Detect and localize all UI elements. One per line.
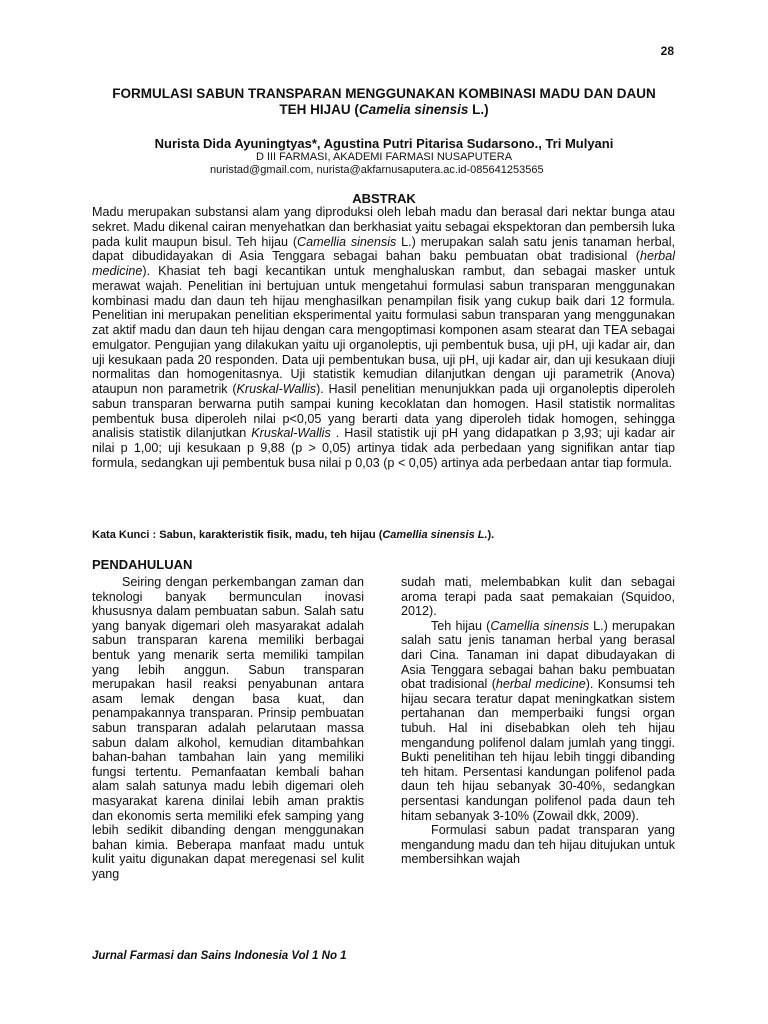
title-line2-suffix: L.) [468, 102, 489, 117]
paragraph-text: Teh hijau ( [431, 618, 491, 633]
body-column-left [92, 575, 364, 881]
page-number: 28 [660, 44, 674, 58]
abstract-text: L.) merupakan salah satu jenis tanaman herbal, dapat dibudidayakan di Asia Tenggara sebagai bahan baku pembuatan obat tradisional ( [92, 234, 675, 264]
journal-footer: Jurnal Farmasi dan Sains Indonesia Vol 1 No 1 [92, 950, 347, 962]
abstract-italic: Kruskal-Wallis [251, 426, 331, 441]
title-species: Camelia sinensis [358, 102, 469, 117]
keywords [92, 529, 675, 542]
keywords-italic: Camellia sinensis L. [382, 529, 488, 541]
paragraph: Seiring dengan perkembangan zaman dan teknologi banyak bermunculan inovasi khususnya dalam pembuatan sabun. Salah satu yang banyak digemari oleh masyarakat adalah sabun transparan karena memiliki berbagai bentuk yang menarik serta memiliki tampilan yang lebih anggun. Sabun transparan merupakan hasil reaksi penyabunan antara asam lemak dengan basa kuat, dan penampakannya transparan. Prinsip pembuatan sabun transparan adalah pelarutaan massa sabun dalam alkohol, kemudian ditambahkan bahan-bahan tambahan lain yang memiliki fungsi tertentu. Pemanfaatan kembali bahan alam salah satunya madu lebih digemari oleh masyarakat karena dinilai lebih aman praktis dan ekonomis serta memiliki efek samping yang lebih sedikit dibanding dengan menggunakan bahan kimia. Beberapa manfaat madu untuk kulit yaitu digunakan dapat meregenasi sel kulit yang [92, 575, 364, 881]
abstract-italic: herbal medicine [92, 249, 675, 278]
paragraph-text: L.) merupakan salah satu jenis tanaman herbal yang berasal dari Cina. Tanaman ini dapat dibudayakan di Asia Tenggara sebagai bahan baku pembuatan obat tradisional ( [401, 618, 676, 692]
body-column-right [401, 575, 675, 867]
title-line2-prefix: TEH HIJAU ( [279, 102, 359, 117]
paragraph-italic: herbal medicine [495, 677, 586, 692]
paragraph: Formulasi sabun padat transparan yang mengandung madu dan teh hijau ditujukan untuk membersihkan wajah [401, 823, 675, 867]
abstract-text: . Hasil statistik uji pH yang didapatkan p 3,93; uji kadar air nilai p 1,00; uji kesukaan p 9,88 (p > 0,05) artinya tidak ada perbedaan yang signifikan antar tiap formula, sedangkan uji pembentuk busa nilai p 0,03 (p < 0,05) artinya ada perbedaan antar tiap formula. [92, 426, 675, 470]
abstract-heading: ABSTRAK [352, 191, 416, 206]
paragraph [401, 619, 675, 823]
paragraph-text: ). Konsumsi teh hijau secara teratur dapat meningkatkan sistem pertahanan dan memperbaiki fungsi organ tubuh. Hal ini disebabkan oleh teh hijau mengandung polifenol dalam jumlah yang tinggi. Bukti penelitihan teh hijau lebih tinggi dibanding teh hitam. Persentasi kandungan polifenol pada daun teh hijau sebanyak 30-40%, sedangkan persentasi kandungan polifenol pada daun teh hitam sebanyak 3-10% (Zowail dkk, 2009). [401, 677, 675, 823]
keywords-suffix: ). [487, 529, 495, 541]
affiliation: D III FARMASI, AKADEMI FARMASI NUSAPUTERA [255, 151, 513, 163]
abstract-text: Madu merupakan substansi alam yang diproduksi oleh lebah madu dan berasal dari nektar bunga atau sekret. Madu dikenal cairan menyehatkan dan berkhasiat yaitu sebagai ekspektoran dan pembersih luka pada kulit maupun bisul. Teh hijau ( [92, 205, 675, 249]
contact-emails: nuristad@gmail.com, nurista@akfarnusaputera.ac.id-085641253565 [210, 164, 544, 176]
keywords-text: Kata Kunci : Sabun, karakteristik fisik, madu, teh hijau ( [92, 529, 383, 541]
abstract-text: ). Hasil penelitian menunjukkan pada uji organoleptis diperoleh sabun transparan berwarna putih sampai kuning kecoklatan dan homogen. Hasil statistik normalitas pembentuk busa diperoleh nilai p<0,05 yang berarti data yang diperoleh tidak homogen, sehingga analisis statistik dilanjutkan [92, 382, 675, 441]
abstract-text: ). Khasiat teh bagi kecantikan untuk menghaluskan rambut, dan sebagai masker untuk merawat wajah. Penelitian ini bertujuan untuk mengetahui formulasi sabun transparan menggunakan kombinasi madu dan daun teh hijau menghasilkan penampilan fisik yang cukup baik dari 12 formula. Penelitian ini merupakan penelitian eksperimental yaitu formulasi sabun transparan yang menggunakan zat aktif madu dan daun teh hijau dengan cara mengoptimasi komponen asam stearat dan TEA sebagai emulgator. Pengujian yang dilakukan yaitu uji organoleptis, uji pembentuk busa, uji pH, uji kadar air, dan uji kesukaan pada 20 responden. Data uji pembentukan busa, uji pH, uji kadar air, dan uji kesukaan diuji normalitas dan homogenitasnya. Uji statistik kemudian dilanjutkan dengan uji parametrik (Anova) ataupun non parametrik ( [92, 264, 675, 396]
paragraph-italic: Camellia sinensis [490, 618, 590, 633]
title-line1: FORMULASI SABUN TRANSPARAN MENGGUNAKAN KOMBINASI MADU DAN DAUN [112, 86, 656, 101]
paper-title [70, 86, 698, 118]
abstract-italic: Kruskal-Wallis [236, 382, 317, 396]
authors: Nurista Dida Ayuningtyas*, Agustina Putri Pitarisa Sudarsono., Tri Mulyani [154, 136, 614, 151]
section-heading: PENDAHULUAN [92, 557, 193, 572]
paragraph: sudah mati, melembabkan kulit dan sebagai aroma terapi pada saat pemakaian (Squidoo, 2012). [401, 575, 675, 619]
abstract-body [92, 205, 675, 471]
abstract-italic: Camellia sinensis [297, 234, 397, 249]
